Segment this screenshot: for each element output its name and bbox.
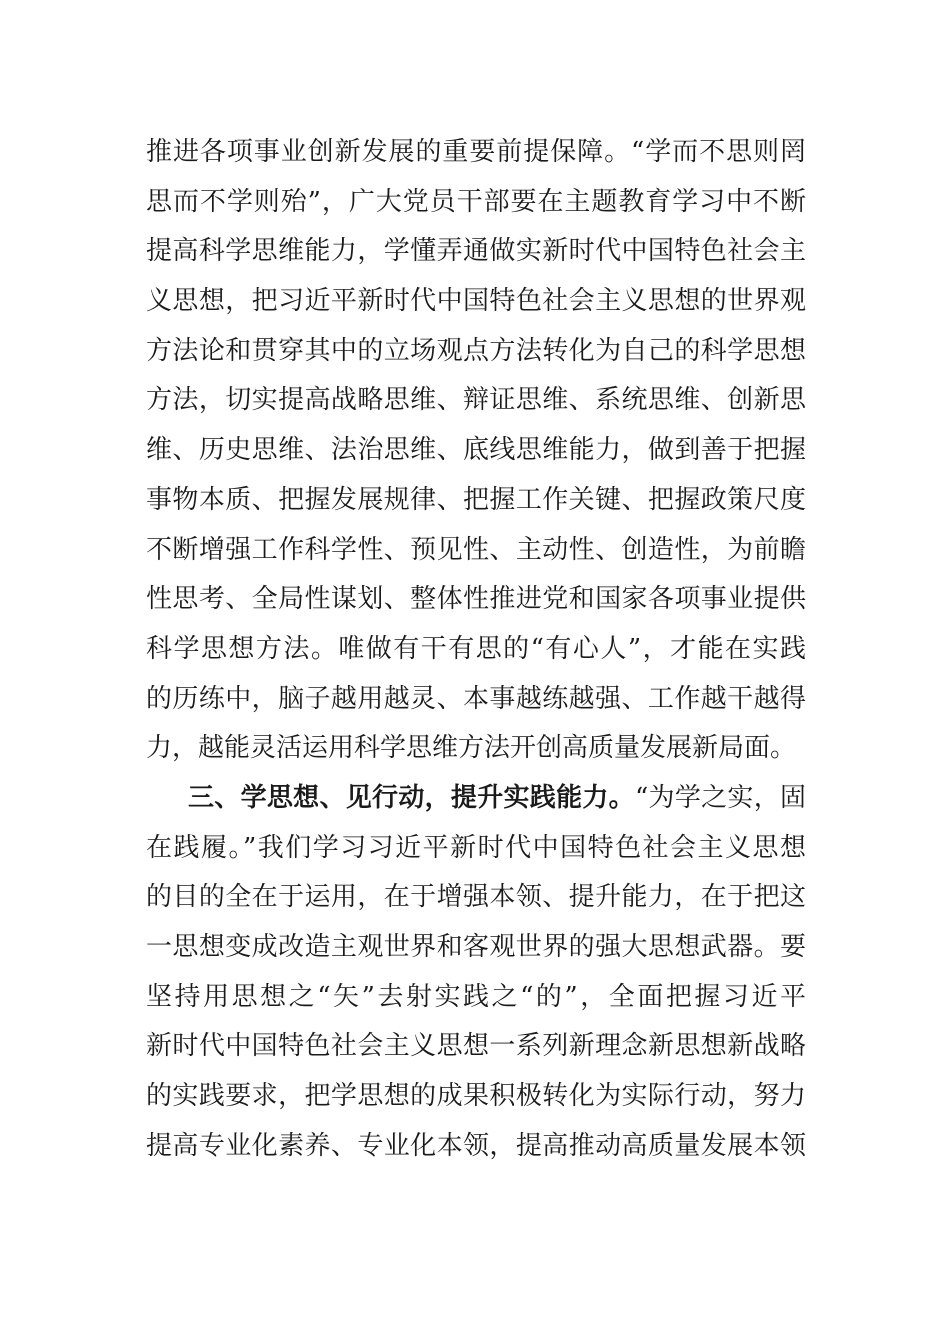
text-line: 的实践要求，把学思想的成果积极转化为实际行动，努力 xyxy=(146,1081,806,1112)
text-span: “为学之实，固 xyxy=(634,782,806,813)
text-line: 方法论和贯穿其中的立场观点方法转化为自己的科学思想 xyxy=(146,335,806,366)
text-line: 的目的全在于运用，在于增强本领、提升能力，在于把这 xyxy=(146,882,806,913)
text-line: 坚持用思想之“矢”去射实践之“的”，全面把握习近平 xyxy=(146,981,806,1012)
paragraph-2 xyxy=(146,774,806,1172)
text-line: 在践履。”我们学习习近平新时代中国特色社会主义思想 xyxy=(146,832,806,863)
text-line: 推进各项事业创新发展的重要前提保障。“学而不思则罔 xyxy=(146,137,806,167)
text-line: 的历练中，脑子越用越灵、本事越练越强、工作越干越得 xyxy=(146,683,806,714)
text-line: 方法，切实提高战略思维、辩证思维、系统思维、创新思 xyxy=(146,385,806,416)
text-line: 新时代中国特色社会主义思想一系列新理念新思想新战略 xyxy=(146,1031,806,1062)
text-line: 义思想，把习近平新时代中国特色社会主义思想的世界观 xyxy=(146,286,806,317)
section-heading: 三、学思想、见行动，提升实践能力。 xyxy=(188,782,635,813)
text-line: 性思考、全局性谋划、整体性推进党和国家各项事业提供 xyxy=(146,584,806,615)
section-heading-line xyxy=(146,774,806,824)
text-line: 提高科学思维能力，学懂弄通做实新时代中国特色社会主 xyxy=(146,236,806,267)
text-line: 维、历史思维、法治思维、底线思维能力，做到善于把握 xyxy=(146,435,806,466)
text-line: 力，越能灵活运用科学思维方法开创高质量发展新局面。 xyxy=(146,733,797,764)
text-line: 科学思想方法。唯做有干有思的“有心人”，才能在实践 xyxy=(146,633,806,664)
text-line: 不断增强工作科学性、预见性、主动性、创造性，为前瞻 xyxy=(146,534,806,565)
text-line: 事物本质、把握发展规律、把握工作关键、把握政策尺度 xyxy=(146,484,806,515)
text-line: 思而不学则殆”，广大党员干部要在主题教育学习中不断 xyxy=(146,186,806,217)
text-line: 一思想变成改造主观世界和客观世界的强大思想武器。要 xyxy=(146,932,806,962)
text-line: 提高专业化素养、专业化本领，提高推动高质量发展本领 xyxy=(146,1130,806,1161)
body-text xyxy=(146,128,806,1171)
paragraph-1 xyxy=(146,128,806,774)
